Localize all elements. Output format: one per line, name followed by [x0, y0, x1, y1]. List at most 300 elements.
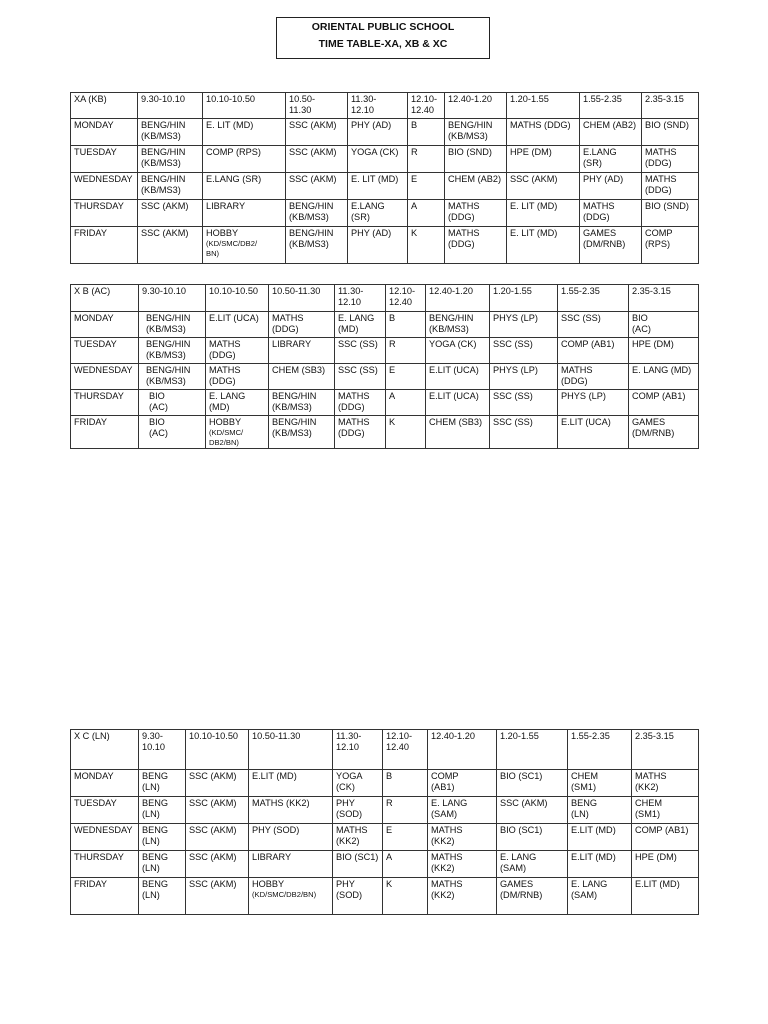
cell-text: COMP (AB1)	[635, 825, 689, 835]
day-label	[71, 416, 139, 449]
period-cell	[139, 312, 206, 338]
timetable-xa	[70, 92, 699, 264]
cell-text: THURSDAY	[74, 852, 124, 862]
column-header	[383, 730, 428, 770]
cell-text: E.LIT (UCA)	[429, 391, 479, 401]
period-cell	[558, 312, 629, 338]
period-cell	[568, 770, 632, 797]
period-cell	[632, 851, 699, 878]
cell-text: E.LIT (UCA)	[429, 365, 479, 375]
period-cell	[445, 118, 507, 145]
period-cell	[206, 338, 269, 364]
cell-text: BIO (AC)	[149, 417, 168, 439]
cell-text: K	[411, 227, 418, 238]
period-cell	[428, 851, 497, 878]
period-cell	[497, 770, 568, 797]
cell-text: PHY (SOD)	[252, 825, 300, 835]
cell-text: MONDAY	[74, 771, 114, 781]
cell-text: BENG/HIN (KB/MS3)	[146, 339, 191, 361]
cell-text: MATHS (DDG)	[510, 119, 571, 130]
cell-text: 12.40-1.20	[448, 94, 492, 104]
period-cell	[507, 145, 580, 172]
day-label	[71, 390, 139, 416]
cell-text: 1.20-1.55	[500, 731, 539, 741]
cell-text: 11.30- 12.10	[351, 94, 377, 116]
period-cell	[386, 364, 426, 390]
cell-text: YOGA (CK)	[336, 771, 363, 793]
cell-text: PHY (AD)	[583, 173, 624, 184]
cell-text: E. LIT (MD)	[351, 173, 399, 184]
column-header	[206, 285, 269, 312]
cell-text: 1.55-2.35	[561, 286, 600, 296]
cell-text: 2.35-3.15	[635, 731, 674, 741]
cell-text: LIBRARY	[252, 852, 292, 862]
cell-text: E. LIT (MD)	[206, 119, 254, 130]
cell-text: B	[386, 771, 393, 781]
cell-text: 11.30- 12.10	[336, 731, 362, 753]
cell-text: E. LANG (SAM)	[431, 798, 468, 820]
cell-text: HOBBY	[252, 879, 285, 889]
period-cell	[629, 416, 699, 449]
table-row	[71, 118, 699, 145]
column-header	[428, 730, 497, 770]
cell-text: 2.35-3.15	[632, 286, 671, 296]
cell-text: BENG/HIN (KB/MS3)	[448, 119, 493, 142]
period-cell	[203, 226, 286, 263]
period-cell	[139, 338, 206, 364]
column-header	[490, 285, 558, 312]
hobby-teachers-note: (KD/SMC/DB2/BN)	[252, 890, 317, 900]
cell-text: CHEM (SB3)	[272, 365, 326, 375]
period-cell	[568, 824, 632, 851]
cell-text: E. LANG (MD)	[338, 313, 375, 335]
cell-text: 1.20-1.55	[510, 94, 549, 104]
cell-text: SSC (SS)	[493, 391, 533, 401]
cell-text: BENG (LN)	[142, 825, 169, 847]
cell-text: K	[386, 879, 393, 889]
cell-text: MONDAY	[74, 313, 114, 323]
period-cell	[383, 824, 428, 851]
cell-text: E. LANG (MD)	[632, 365, 692, 375]
cell-text: MATHS (KK2)	[431, 852, 463, 874]
period-cell	[426, 338, 490, 364]
period-cell	[286, 172, 348, 199]
cell-text: PHY (AD)	[351, 227, 392, 238]
period-cell	[568, 878, 632, 915]
period-cell	[186, 878, 249, 915]
period-cell	[335, 364, 386, 390]
cell-text: COMP (RPS)	[206, 146, 261, 157]
cell-text: E.LANG (SR)	[206, 173, 262, 184]
period-cell	[558, 364, 629, 390]
cell-text: PHYS (LP)	[493, 365, 538, 375]
period-cell	[445, 199, 507, 226]
cell-text: MATHS (DDG)	[645, 173, 677, 196]
cell-text: MONDAY	[74, 119, 114, 130]
period-cell	[507, 199, 580, 226]
cell-text: BIO (SC1)	[500, 825, 543, 835]
cell-text: PHYS (LP)	[561, 391, 606, 401]
period-cell	[249, 770, 333, 797]
period-cell	[632, 770, 699, 797]
cell-text: CHEM (AB2)	[448, 173, 502, 184]
column-header	[386, 285, 426, 312]
period-cell	[348, 226, 408, 263]
period-cell	[139, 824, 186, 851]
day-label	[71, 851, 139, 878]
cell-text: SSC (AKM)	[189, 852, 237, 862]
table-row	[71, 878, 699, 915]
cell-text: CHEM (AB2)	[583, 119, 637, 130]
period-cell	[333, 851, 383, 878]
cell-text: SSC (AKM)	[289, 146, 337, 157]
column-header	[335, 285, 386, 312]
cell-text: CHEM (SM1)	[635, 798, 663, 820]
period-cell	[408, 226, 445, 263]
cell-text: GAMES (DM/RNB)	[500, 879, 543, 901]
hobby-teachers-note: (KD/SMC/DB2/ BN)	[206, 239, 258, 258]
cell-text: 10.50-11.30	[252, 731, 301, 741]
cell-text: R	[386, 798, 393, 808]
table-row	[71, 851, 699, 878]
day-label	[71, 172, 138, 199]
cell-text: BENG/HIN (KB/MS3)	[141, 119, 186, 142]
column-header	[186, 730, 249, 770]
period-cell	[249, 878, 333, 915]
column-header	[138, 93, 203, 119]
cell-text: MATHS (DDG)	[583, 200, 615, 223]
cell-text: 10.10-10.50	[206, 94, 256, 104]
day-label	[71, 878, 139, 915]
cell-text: CHEM (SM1)	[571, 771, 599, 793]
period-cell	[632, 797, 699, 824]
cell-text: COMP (RPS)	[645, 227, 673, 250]
cell-text: COMP (AB1)	[561, 339, 615, 349]
cell-text: BENG/HIN (KB/MS3)	[146, 313, 191, 335]
period-cell	[348, 145, 408, 172]
cell-text: PHY (SOD)	[336, 879, 363, 901]
cell-text: FRIDAY	[74, 879, 108, 889]
cell-text: LIBRARY	[272, 339, 312, 349]
period-cell	[186, 824, 249, 851]
period-cell	[642, 199, 699, 226]
column-header	[71, 93, 138, 119]
period-cell	[629, 364, 699, 390]
cell-text: GAMES (DM/RNB)	[583, 227, 626, 250]
cell-text: E.LIT (MD)	[571, 825, 616, 835]
period-cell	[580, 199, 642, 226]
period-cell	[206, 390, 269, 416]
period-cell	[249, 824, 333, 851]
column-header	[333, 730, 383, 770]
period-cell	[139, 851, 186, 878]
cell-text: BENG (LN)	[142, 798, 169, 820]
cell-text: E.LIT (MD)	[252, 771, 297, 781]
cell-text: CHEM (SB3)	[429, 417, 483, 427]
period-cell	[333, 824, 383, 851]
cell-text: 1.55-2.35	[571, 731, 610, 741]
period-cell	[286, 118, 348, 145]
cell-text: GAMES (DM/RNB)	[632, 417, 675, 439]
period-cell	[139, 416, 206, 449]
period-cell	[139, 770, 186, 797]
cell-text: 10.10-10.50	[209, 286, 259, 296]
cell-text: SSC (AKM)	[189, 798, 237, 808]
cell-text: SSC (AKM)	[189, 771, 237, 781]
cell-text: SSC (AKM)	[500, 798, 548, 808]
period-cell	[386, 416, 426, 449]
period-cell	[642, 226, 699, 263]
timetable-xc	[70, 729, 699, 915]
period-cell	[507, 118, 580, 145]
day-label	[71, 824, 139, 851]
period-cell	[445, 145, 507, 172]
table-row	[71, 797, 699, 824]
column-header	[507, 93, 580, 119]
cell-text: YOGA (CK)	[351, 146, 399, 157]
period-cell	[642, 118, 699, 145]
cell-text: BENG/HIN (KB/MS3)	[429, 313, 474, 335]
header-row	[71, 93, 699, 119]
cell-text: COMP (AB1)	[431, 771, 459, 793]
column-header	[71, 285, 139, 312]
cell-text: 12.10- 12.40	[411, 94, 438, 116]
cell-text: BENG (LN)	[142, 879, 169, 901]
period-cell	[632, 824, 699, 851]
column-header	[203, 93, 286, 119]
period-cell	[138, 145, 203, 172]
cell-text: TUESDAY	[74, 798, 117, 808]
cell-text: BENG/HIN (KB/MS3)	[289, 200, 334, 223]
cell-text: E. LIT (MD)	[510, 200, 558, 211]
period-cell	[386, 390, 426, 416]
period-cell	[490, 338, 558, 364]
cell-text: 1.20-1.55	[493, 286, 532, 296]
period-cell	[580, 145, 642, 172]
table-row	[71, 770, 699, 797]
cell-text: FRIDAY	[74, 417, 108, 427]
cell-text: E.LANG (SR)	[583, 146, 617, 169]
cell-text: E. LANG (SAM)	[500, 852, 537, 874]
cell-text: MATHS (KK2)	[635, 771, 667, 793]
cell-text: BIO (SND)	[645, 200, 689, 211]
column-header	[580, 93, 642, 119]
cell-text: 9.30- 10.10	[142, 731, 165, 753]
column-header	[139, 285, 206, 312]
cell-text: 1.55-2.35	[583, 94, 622, 104]
table-row	[71, 145, 699, 172]
period-cell	[490, 390, 558, 416]
cell-text: MATHS (KK2)	[252, 798, 310, 808]
period-cell	[580, 226, 642, 263]
document-title-box	[276, 17, 490, 59]
cell-text: E	[389, 365, 396, 375]
cell-text: MATHS (DDG)	[448, 227, 480, 250]
period-cell	[206, 312, 269, 338]
period-cell	[139, 390, 206, 416]
column-header	[497, 730, 568, 770]
column-header	[408, 93, 445, 119]
cell-text: THURSDAY	[74, 391, 124, 401]
period-cell	[558, 416, 629, 449]
cell-text: E.LIT (MD)	[571, 852, 616, 862]
column-header	[632, 730, 699, 770]
period-cell	[490, 416, 558, 449]
period-cell	[642, 172, 699, 199]
column-header	[568, 730, 632, 770]
cell-text: SSC (SS)	[338, 339, 378, 349]
period-cell	[558, 390, 629, 416]
cell-text: R	[411, 146, 418, 157]
cell-text: COMP (AB1)	[632, 391, 686, 401]
cell-text: E.LANG (SR)	[351, 200, 385, 223]
period-cell	[286, 199, 348, 226]
cell-text: E. LANG (SAM)	[571, 879, 608, 901]
column-header	[629, 285, 699, 312]
period-cell	[333, 797, 383, 824]
period-cell	[335, 416, 386, 449]
cell-text: X C (LN)	[74, 731, 110, 741]
period-cell	[428, 797, 497, 824]
cell-text: BENG/HIN (KB/MS3)	[141, 173, 186, 196]
period-cell	[203, 199, 286, 226]
cell-text: HPE (DM)	[510, 146, 552, 157]
period-cell	[249, 797, 333, 824]
period-cell	[386, 312, 426, 338]
table-row	[71, 312, 699, 338]
column-header	[269, 285, 335, 312]
column-header	[139, 730, 186, 770]
cell-text: WEDNESDAY	[74, 825, 133, 835]
cell-text: 12.40-1.20	[431, 731, 475, 741]
period-cell	[408, 199, 445, 226]
cell-text: MATHS (DDG)	[561, 365, 593, 387]
cell-text: MATHS (DDG)	[448, 200, 480, 223]
cell-text: BENG/HIN (KB/MS3)	[289, 227, 334, 250]
column-header	[348, 93, 408, 119]
period-cell	[497, 851, 568, 878]
cell-text: MATHS (DDG)	[272, 313, 304, 335]
period-cell	[335, 390, 386, 416]
period-cell	[558, 338, 629, 364]
cell-text: SSC (AKM)	[289, 173, 337, 184]
column-header	[71, 730, 139, 770]
column-header	[426, 285, 490, 312]
cell-text: 2.35-3.15	[645, 94, 684, 104]
period-cell	[629, 390, 699, 416]
cell-text: BIO (SND)	[645, 119, 689, 130]
period-cell	[445, 226, 507, 263]
period-cell	[408, 118, 445, 145]
period-cell	[497, 824, 568, 851]
period-cell	[428, 878, 497, 915]
column-header	[642, 93, 699, 119]
cell-text: BENG/HIN (KB/MS3)	[141, 146, 186, 169]
cell-text: WEDNESDAY	[74, 365, 133, 375]
period-cell	[333, 878, 383, 915]
period-cell	[139, 878, 186, 915]
period-cell	[138, 118, 203, 145]
period-cell	[408, 145, 445, 172]
cell-text: SSC (AKM)	[141, 227, 189, 238]
cell-text: SSC (AKM)	[510, 173, 558, 184]
cell-text: 11.30- 12.10	[338, 286, 364, 308]
cell-text: BENG (LN)	[142, 852, 169, 874]
period-cell	[335, 312, 386, 338]
cell-text: PHY (SOD)	[336, 798, 363, 820]
timetable-xb	[70, 284, 699, 449]
period-cell	[286, 226, 348, 263]
column-header	[558, 285, 629, 312]
cell-text: SSC (AKM)	[189, 825, 237, 835]
column-header	[445, 93, 507, 119]
cell-text: BENG/HIN (KB/MS3)	[146, 365, 191, 387]
cell-text: SSC (SS)	[493, 339, 533, 349]
cell-text: E. LANG (MD)	[209, 391, 246, 413]
period-cell	[580, 172, 642, 199]
cell-text: HOBBY	[209, 417, 242, 427]
cell-text: E	[411, 173, 418, 184]
cell-text: E.LIT (UCA)	[209, 313, 259, 323]
period-cell	[568, 797, 632, 824]
cell-text: HPE (DM)	[632, 339, 674, 349]
period-cell	[269, 312, 335, 338]
cell-text: HOBBY	[206, 227, 239, 238]
cell-text: MATHS (KK2)	[336, 825, 368, 847]
cell-text: PHYS (LP)	[493, 313, 538, 323]
period-cell	[426, 390, 490, 416]
cell-text: 12.10- 12.40	[386, 731, 413, 753]
cell-text: A	[386, 852, 393, 862]
cell-text: 10.50-11.30	[272, 286, 321, 296]
table-row	[71, 824, 699, 851]
cell-text: 9.30-10.10	[142, 286, 186, 296]
period-cell	[383, 878, 428, 915]
period-cell	[348, 118, 408, 145]
period-cell	[632, 878, 699, 915]
cell-text: 10.10-10.50	[189, 731, 239, 741]
period-cell	[138, 172, 203, 199]
table-row	[71, 364, 699, 390]
period-cell	[138, 226, 203, 263]
day-label	[71, 118, 138, 145]
period-cell	[490, 312, 558, 338]
cell-text: BIO (AC)	[632, 313, 651, 335]
cell-text: E.LIT (MD)	[635, 879, 680, 889]
period-cell	[286, 145, 348, 172]
cell-text: WEDNESDAY	[74, 173, 133, 184]
table-row	[71, 199, 699, 226]
period-cell	[568, 851, 632, 878]
cell-text: TUESDAY	[74, 146, 117, 157]
period-cell	[139, 364, 206, 390]
cell-text: YOGA (CK)	[429, 339, 477, 349]
cell-text: E	[386, 825, 393, 835]
table-row	[71, 416, 699, 449]
table-row	[71, 226, 699, 263]
period-cell	[333, 770, 383, 797]
school-name: ORIENTAL PUBLIC SCHOOL	[311, 21, 455, 33]
cell-text: HPE (DM)	[635, 852, 677, 862]
period-cell	[203, 145, 286, 172]
cell-text: BENG/HIN (KB/MS3)	[272, 417, 317, 439]
day-label	[71, 145, 138, 172]
cell-text: MATHS (KK2)	[431, 879, 463, 901]
period-cell	[497, 878, 568, 915]
cell-text: K	[389, 417, 396, 427]
period-cell	[186, 797, 249, 824]
cell-text: PHY (AD)	[351, 119, 392, 130]
